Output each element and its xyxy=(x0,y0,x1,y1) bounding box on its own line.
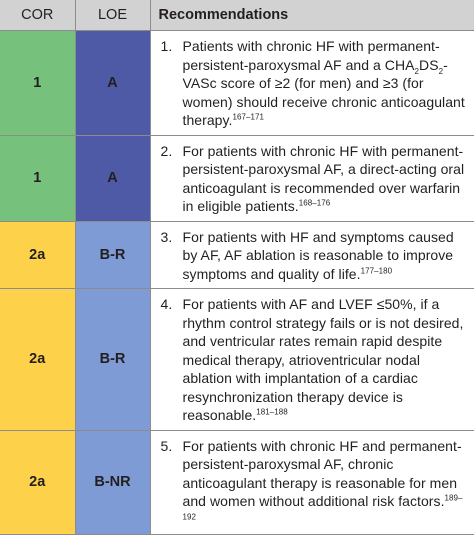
recommendation-number: 5. xyxy=(160,437,173,454)
recommendations-header: Recommendations xyxy=(150,0,474,31)
recommendation-cell xyxy=(150,135,474,221)
recommendation-number: 2. xyxy=(160,142,173,159)
recommendation-text: For patients with AF and LVEF ≤50%, if a rhythm control strategy fails or is not desired, and ventricular rates remain rapid despite medical therapy, atrioventricular nodal ablation with implantation of a cardiac resynchronization therapy device is reasonable.$^{181-188}$ xyxy=(182,296,464,423)
cor-cell: 2a xyxy=(0,289,75,431)
loe-header: LOE xyxy=(75,0,150,31)
reference-superscript: 168–176 xyxy=(298,198,331,208)
recommendation-cell xyxy=(150,430,474,535)
cor-cell: 2a xyxy=(0,221,75,289)
cor-cell: 1 xyxy=(0,31,75,136)
cor-header: COR xyxy=(0,0,75,31)
table-row xyxy=(0,31,474,136)
table-row xyxy=(0,289,474,431)
recommendation-text: Patients with chronic HF with permanent-persistent-paroxysmal AF and a $CHA_2DS_2$-VASc score of ≥2 (for men) and ≥3 (for women) should receive chronic anticoagulant therapy.$^{167-171}$ xyxy=(182,38,465,128)
loe-cell: B-NR xyxy=(75,430,150,535)
header-row xyxy=(0,0,474,31)
loe-cell: A xyxy=(75,135,150,221)
loe-cell: B-R xyxy=(75,289,150,431)
recommendation-cell xyxy=(150,31,474,136)
recommendation-number: 4. xyxy=(160,296,173,312)
recommendation-text: For patients with chronic HF and permanent-persistent-paroxysmal AF, chronic anticoagulant therapy is reasonable for men and women without additional risk factors.$^{189-192}$ xyxy=(182,437,463,521)
loe-cell: B-R xyxy=(75,221,150,289)
reference-superscript: 181–188 xyxy=(256,407,288,417)
table-row xyxy=(0,221,474,289)
loe-cell: A xyxy=(75,31,150,136)
cor-cell: 2a xyxy=(0,430,75,535)
recommendation-cell xyxy=(150,289,474,431)
recommendation-number: 1. xyxy=(160,38,173,54)
recommendation-number: 3. xyxy=(160,228,173,245)
table-row xyxy=(0,135,474,221)
recommendation-text: For patients with chronic HF with permanent-persistent-paroxysmal AF, a direct-acting oral anticoagulant is recommended over warfarin in eligible patients.$^{168-176}$ xyxy=(182,142,465,214)
reference-superscript: 177–180 xyxy=(360,265,393,275)
reference-superscript: 167–171 xyxy=(232,112,264,122)
recommendation-text: For patients with HF and symptoms caused by AF, AF ablation is reasonable to improve symptoms and quality of life.$^{177-180}$ xyxy=(182,228,454,282)
cor-cell: 1 xyxy=(0,135,75,221)
recommendation-cell xyxy=(150,221,474,289)
reference-superscript: 189–192 xyxy=(182,493,463,521)
table-row xyxy=(0,430,474,535)
